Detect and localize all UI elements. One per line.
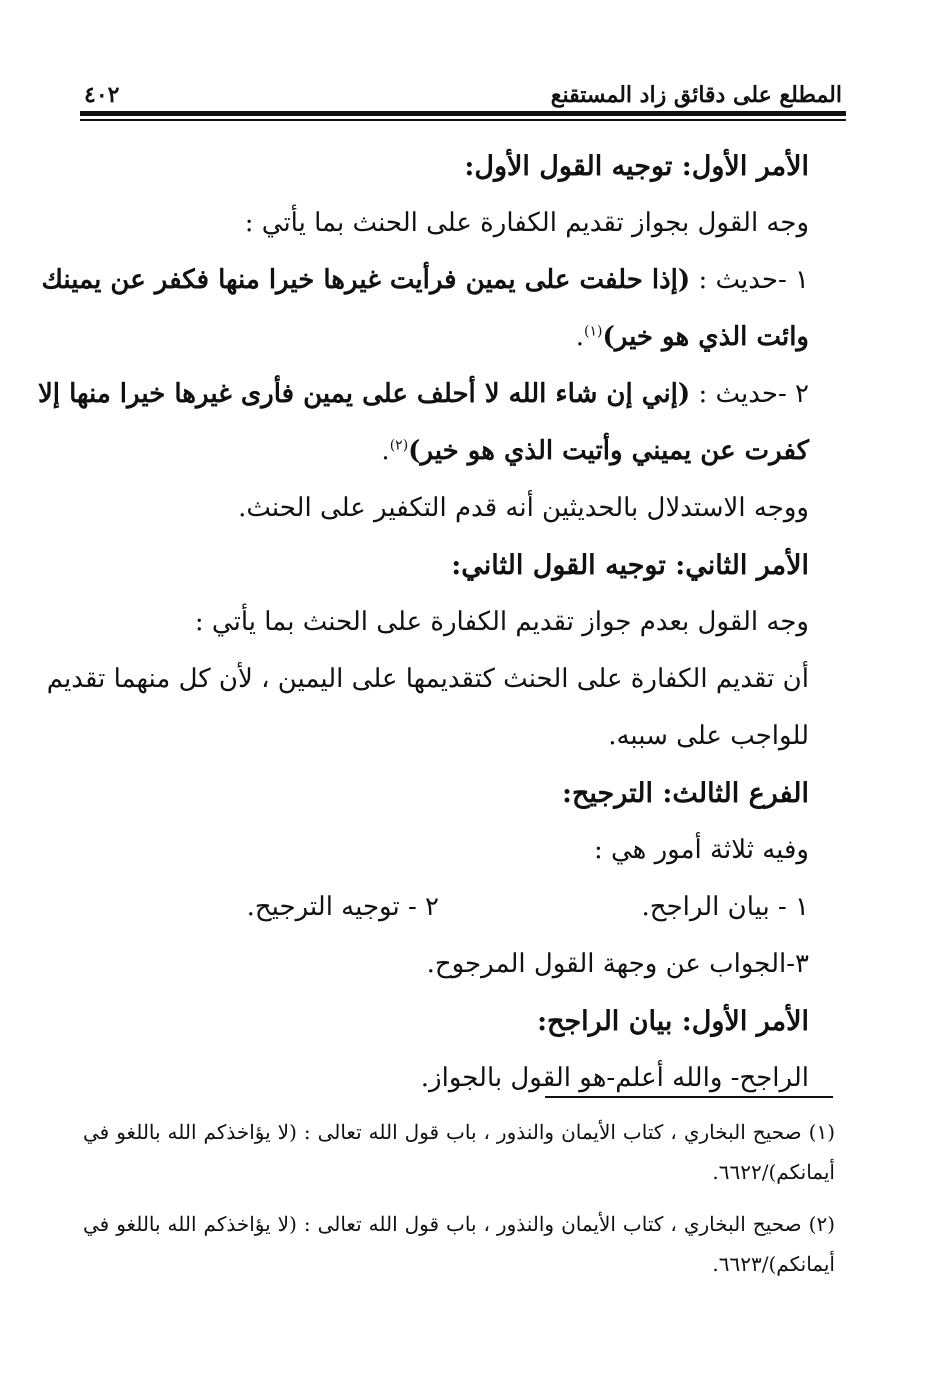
footnote-1-line-2: أيمانكم)/٦٦٢٢. [712,1160,835,1184]
section-heading-3: الفرع الثالث: الترجيح: [561,778,809,809]
paragraph-4-line-2: للواجب على سببه. [608,721,809,751]
hadith-1-line-1 [41,252,809,309]
footnote-1-line-1: (١) صحيح البخاري ، كتاب الأيمان والنذور ، باب قول الله تعالى : (لا يؤاخذكم الله باللغو في [83,1120,835,1144]
hadith-2-text-a: (إني إن شاء الله لا أحلف على يمين فأرى غيرها خيرا منها إلا [37,379,691,409]
page-number: ٤٠٢ [84,82,120,108]
section-heading-4: الأمر الأول: بيان الراجح: [537,1006,809,1037]
footnote-2-line-2: أيمانكم)/٦٦٢٣. [712,1252,835,1276]
section-heading-2: الأمر الثاني: توجيه القول الثاني: [451,550,809,581]
main-text [37,138,809,1107]
hadith-2-line-1 [37,366,809,423]
header-rule-thin [80,119,846,121]
list-row [89,879,809,936]
hadith-2-label: ٢ -حديث : [690,379,809,409]
footnote-separator [545,1096,833,1098]
list-item-3: ٣-الجواب عن وجهة القول المرجوح. [426,949,809,979]
hadith-1-line-2 [89,309,809,366]
hadith-1-period: . [575,322,584,352]
paragraph-2: ووجه الاستدلال بالحديثين أنه قدم التكفير على الحنث. [238,493,809,523]
hadith-2-period: . [381,436,390,466]
hadith-1-text-a: (إذا حلفت على يمين فرأيت غيرها خيرا منها فكفر عن يمينك [41,265,691,295]
footnotes [83,1112,835,1284]
hadith-2-line-2 [89,423,809,480]
paragraph-4-line-1: أن تقديم الكفارة على الحنث كتقديمها على اليمين ، لأن كل منهما تقديم [46,664,809,694]
book-title: المطلع على دقائق زاد المستقنع [550,82,842,108]
footnote-ref-1[interactable]: (١) [583,323,603,340]
header-rule-thick [80,111,846,116]
hadith-2-text-b: كفرت عن يميني وأتيت الذي هو خير) [408,436,809,466]
list-item-2: ٢ - توجيه الترجيح. [246,892,439,922]
paragraph-5: وفيه ثلاثة أمور هي : [593,835,809,865]
paragraph-1: وجه القول بجواز تقديم الكفارة على الحنث بما يأتي : [244,208,809,238]
footnote-2-line-1: (٢) صحيح البخاري ، كتاب الأيمان والنذور ، باب قول الله تعالى : (لا يؤاخذكم الله باللغو في [83,1212,835,1236]
list-item-1: ١ - بيان الراجح. [641,892,809,922]
footnote-ref-2[interactable]: (٢) [389,437,409,454]
hadith-1-label: ١ -حديث : [690,265,809,295]
paragraph-3: وجه القول بعدم جواز تقديم الكفارة على الحنث بما يأتي : [194,607,809,637]
hadith-1-text-b: وائت الذي هو خير) [602,322,809,352]
paragraph-6: الراجح- والله أعلم-هو القول بالجواز. [420,1063,809,1093]
running-header [84,68,842,108]
section-heading-1: الأمر الأول: توجيه القول الأول: [464,151,809,182]
